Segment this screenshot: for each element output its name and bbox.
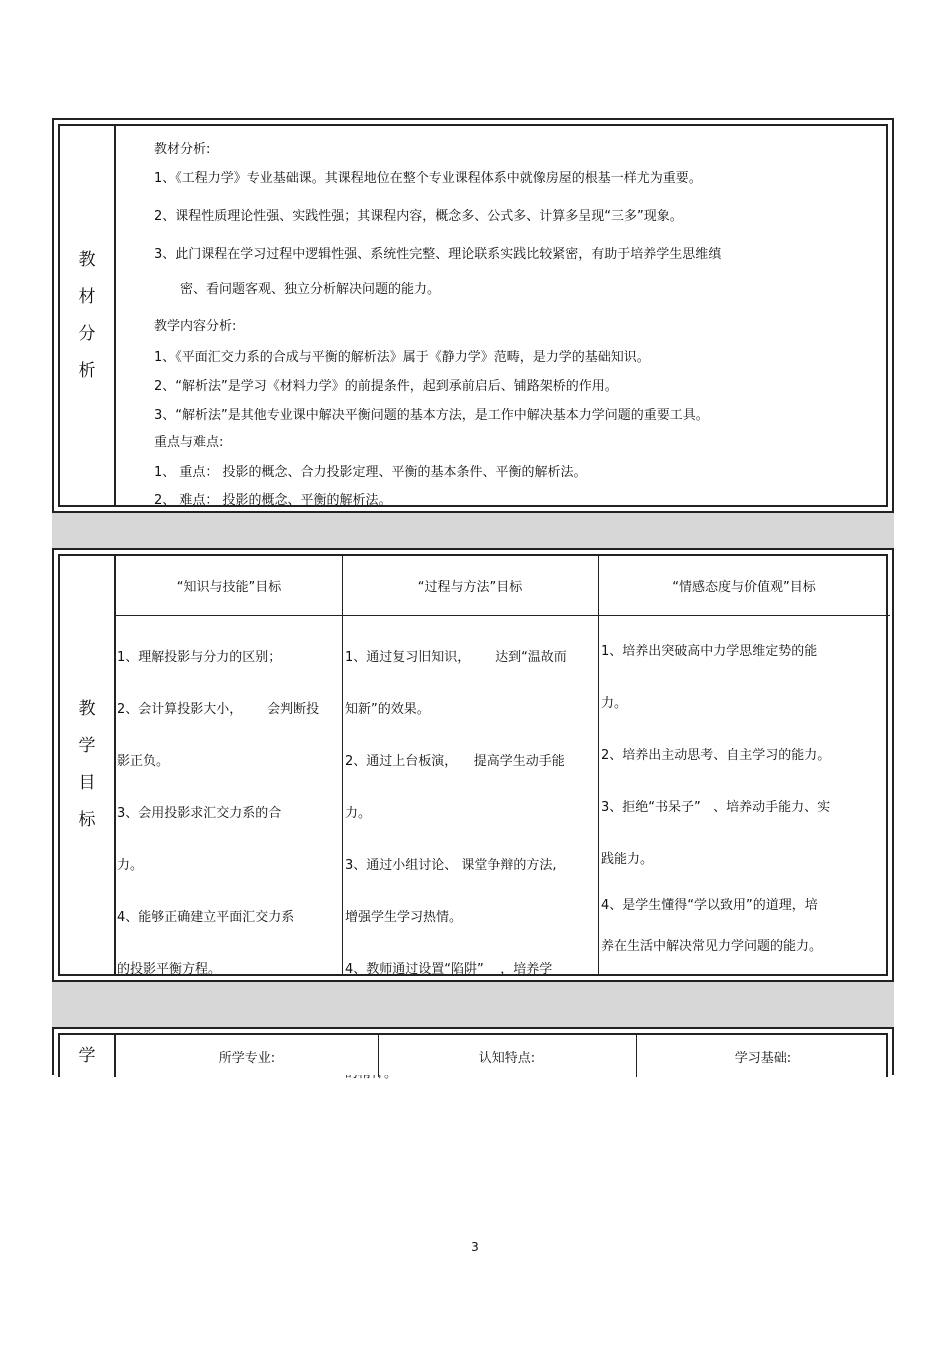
material-item: 2、课程性质理论性强、实践性强；其课程内容，概念多、公式多、计算多呈现“三多”现象。 — [154, 209, 683, 224]
student-analysis-label: 学 — [78, 1046, 96, 1066]
section-label — [60, 126, 116, 505]
column-header-process: “过程与方法”目标 — [342, 556, 598, 616]
header-cognitive: 认知特点: — [478, 1050, 536, 1066]
column-divider — [598, 556, 599, 974]
section-label — [60, 1035, 116, 1077]
column-header-knowledge: “知识与技能”目标 — [116, 556, 342, 616]
teaching-goals-label: 教学目标 — [78, 699, 96, 830]
material-item: 密、看问题客观、独立分析解决问题的能力。 — [180, 282, 441, 297]
student-analysis-section — [52, 1027, 894, 1075]
goal-line: 知新”的效果。 — [345, 702, 430, 717]
goal-line: 力。 — [117, 858, 144, 873]
key-heading: 重点与难点: — [154, 435, 224, 450]
material-analysis-section — [52, 118, 894, 513]
goal-line: 3、通过小组讨论、 课堂争辩的方法, — [345, 858, 557, 873]
knowledge-goals — [117, 624, 339, 1003]
goal-line: 2、会计算投影大小， 会判断投 — [117, 702, 320, 717]
teaching-goals-section — [52, 548, 894, 982]
goal-line: 1、培养出突破高中力学思维定势的能 — [601, 644, 818, 659]
column-header-emotion: “情感态度与价值观”目标 — [598, 556, 890, 616]
goal-line: 2、通过上台板演， 提高学生动手能 — [345, 754, 565, 769]
goal-line: 养在生活中解决常见力学问题的能力。 — [601, 939, 823, 954]
goal-line: 3、会用投影求汇交力系的合 — [117, 806, 282, 821]
header-foundation: 学习基础: — [734, 1050, 792, 1066]
goal-line: 影正负。 — [117, 754, 170, 769]
goal-line: 践能力。 — [601, 852, 654, 867]
content-heading: 教学内容分析: — [154, 319, 237, 334]
material-heading: 教材分析: — [154, 142, 211, 157]
goal-line: 2、培养出主动思考、自主学习的能力。 — [601, 748, 831, 763]
material-item: 3、此门课程在学习过程中逻辑性强、系统性完整、理论联系实践比较紧密，有助于培养学生思维缜 — [154, 247, 722, 262]
goal-line: 1、通过复习旧知识， 达到“温故而 — [345, 650, 567, 665]
goal-line: 力。 — [345, 806, 372, 821]
goal-line: 4、能够正确建立平面汇交力系 — [117, 910, 295, 925]
goal-line: 4、教师通过设置“陷阱” ，培养学 — [345, 962, 553, 977]
content-item: 1、《平面汇交力系的合成与平衡的解析法》属于《静力学》范畴，是力学的基础知识。 — [154, 350, 650, 365]
key-item: 1、 重点： 投影的概念、合力投影定理、平衡的基本条件、平衡的解析法。 — [154, 465, 587, 480]
page-number: 3 — [471, 1240, 479, 1254]
goal-line: 3、拒绝“书呆子” 、培养动手能力、实 — [601, 800, 831, 815]
material-analysis-label: 教材分析 — [78, 249, 96, 381]
column-divider — [342, 556, 343, 974]
goal-line: 的投影平衡方程。 — [117, 962, 222, 977]
section-label — [60, 556, 116, 974]
content-item: 2、“解析法”是学习《材料力学》的前提条件，起到承前启后、铺路架桥的作用。 — [154, 379, 618, 394]
goal-line: 力。 — [601, 696, 628, 711]
key-item: 2、 难点： 投影的概念、平衡的解析法。 — [154, 493, 392, 508]
material-item: 1、《工程力学》专业基础课。其课程地位在整个专业课程体系中就像房屋的根基一样尤为重要。 — [154, 171, 702, 186]
goal-line: 1、理解投影与分力的区别； — [117, 650, 282, 665]
content-item: 3、“解析法”是其他专业课中解决平衡问题的基本方法，是工作中解决基本力学问题的重要工具。 — [154, 408, 709, 423]
separator-band — [52, 982, 894, 1027]
header-major: 所学专业: — [218, 1050, 276, 1066]
emotion-goals — [601, 618, 887, 975]
separator-band — [52, 513, 894, 548]
goal-line: 4、是学生懂得“学以致用”的道理，培 — [601, 898, 818, 913]
goal-line: 增强学生学习热情。 — [345, 910, 463, 925]
